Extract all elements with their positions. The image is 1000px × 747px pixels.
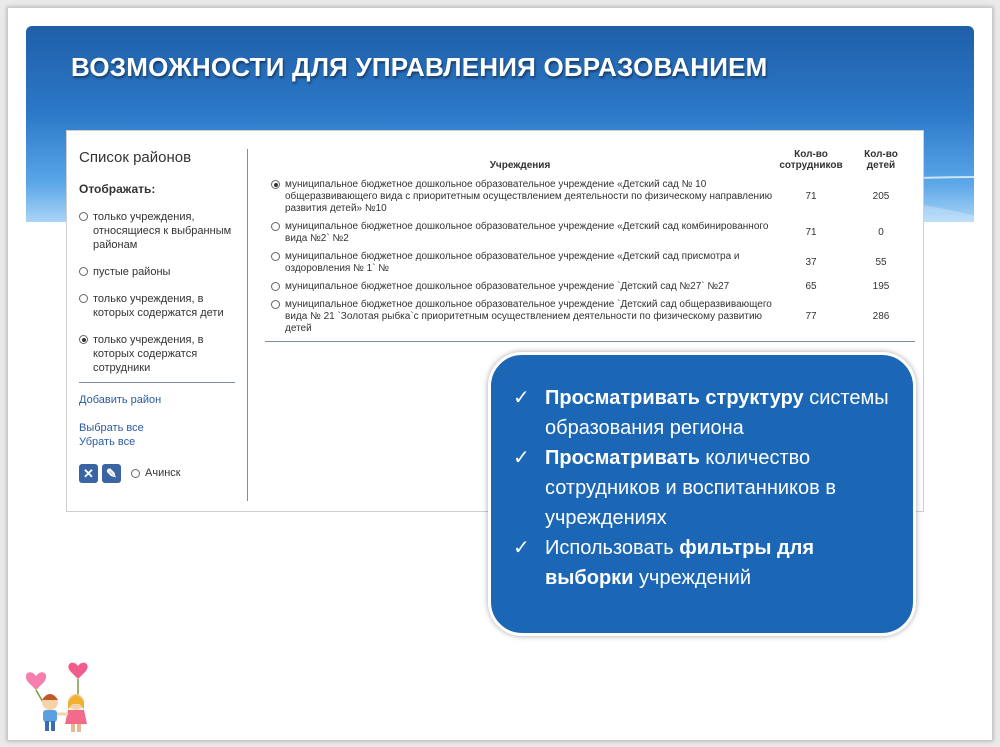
table-row[interactable] [265, 177, 915, 219]
features-callout [488, 352, 916, 636]
institution-cell [265, 279, 775, 297]
deselect-all-link[interactable]: Убрать все [79, 436, 136, 448]
institution-name: муниципальное бюджетное дошкольное образовательное учреждение «Детский сад № 10 общеразвивающего вида с приоритетным осуществлением деятельности по физическому направлению развития детей» №10 [285, 179, 773, 214]
institutions-table-area [265, 147, 915, 342]
feature-bold: Просматривать структуру [545, 387, 804, 409]
display-label: Отображать: [79, 182, 156, 196]
institution-name: муниципальное бюджетное дошкольное образовательное учреждение «Детский сад присмотра и оздоровления № 1` № [285, 251, 740, 274]
feature-bold: фильтры для выборки [545, 537, 815, 589]
radio-button[interactable] [79, 267, 88, 276]
radio-button[interactable] [131, 469, 140, 478]
children-count: 55 [875, 257, 887, 268]
filter-option-label: только учреждения, в которых содержатся дети [93, 293, 224, 319]
radio-button[interactable] [271, 222, 280, 231]
filter-option-selected-districts[interactable] [79, 210, 243, 252]
kids-illustration-icon [22, 658, 102, 734]
institution-name: муниципальное бюджетное дошкольное образовательное учреждение `Детский сад №27` №27 [285, 281, 730, 292]
table-row[interactable] [265, 219, 915, 249]
filter-option-with-children[interactable] [79, 292, 243, 320]
column-header-institutions: Учреждения [489, 160, 551, 171]
feature-item [513, 443, 889, 533]
children-count: 205 [872, 191, 890, 202]
feature-text: учреждений [633, 567, 752, 589]
staff-count: 71 [805, 191, 817, 202]
institution-cell [265, 219, 775, 249]
select-all-link[interactable]: Выбрать все [79, 422, 144, 434]
district-label: Ачинск [145, 467, 181, 479]
checkmark-icon: ✓ [513, 387, 530, 409]
checkmark-icon: ✓ [513, 447, 530, 469]
sidebar-separator [247, 149, 248, 501]
table-row[interactable] [265, 249, 915, 279]
institution-cell [265, 177, 775, 219]
feature-bold: Просматривать [545, 447, 700, 469]
radio-button-checked[interactable] [271, 180, 280, 189]
radio-button-checked[interactable] [79, 335, 88, 344]
filter-option-label: только учреждения, относящиеся к выбранным районам [93, 211, 232, 251]
institution-name: муниципальное бюджетное дошкольное образовательное учреждение `Детский сад общеразвивающего вида № 21 `Золотая рыбка`с приоритетным осуществлением деятельности по физическому развитию детей [285, 299, 772, 334]
feature-item [513, 533, 889, 593]
slide [7, 7, 993, 741]
table-row[interactable] [265, 279, 915, 297]
feature-text: системы образования региона [545, 387, 889, 439]
column-header-children: Кол-во детей [864, 149, 898, 171]
filter-option-empty-districts[interactable] [79, 265, 243, 279]
radio-button[interactable] [271, 282, 280, 291]
filter-option-label: пустые районы [93, 266, 171, 278]
feature-text: Использовать [545, 537, 680, 559]
institution-cell [265, 249, 775, 279]
institutions-table [265, 147, 915, 339]
staff-count: 77 [805, 311, 817, 322]
filter-option-label: только учреждения, в которых содержатся сотрудники [93, 334, 204, 374]
table-header [265, 147, 915, 177]
radio-button[interactable] [271, 252, 280, 261]
staff-count: 65 [805, 281, 817, 292]
institution-name: муниципальное бюджетное дошкольное образовательное учреждение «Детский сад комбинированного вида №2` №2 [285, 221, 769, 244]
add-district-link[interactable]: Добавить район [79, 394, 162, 406]
sidebar [79, 149, 249, 486]
delete-icon[interactable]: ✕ [79, 464, 98, 483]
column-header-staff: Кол-во сотрудников [779, 149, 843, 171]
staff-count: 37 [805, 257, 817, 268]
radio-button[interactable] [271, 300, 280, 309]
edit-icon[interactable]: ✎ [102, 464, 121, 483]
district-tools [79, 464, 249, 486]
sidebar-divider [79, 382, 235, 383]
filter-option-with-staff[interactable] [79, 333, 243, 375]
page-title: ВОЗМОЖНОСТИ ДЛЯ УПРАВЛЕНИЯ ОБРАЗОВАНИЕМ [71, 52, 768, 82]
children-count: 195 [872, 281, 890, 292]
table-row[interactable] [265, 297, 915, 339]
feature-item [513, 383, 889, 443]
feature-text: количество сотрудников и воспитанников в учреждениях [545, 447, 836, 529]
radio-button[interactable] [79, 294, 88, 303]
staff-count: 71 [805, 227, 817, 238]
institution-cell [265, 297, 775, 339]
children-count: 0 [878, 227, 884, 238]
radio-button[interactable] [79, 212, 88, 221]
table-bottom-border [265, 341, 915, 342]
sidebar-title: Список районов [79, 149, 192, 166]
children-count: 286 [872, 311, 890, 322]
checkmark-icon: ✓ [513, 537, 530, 559]
